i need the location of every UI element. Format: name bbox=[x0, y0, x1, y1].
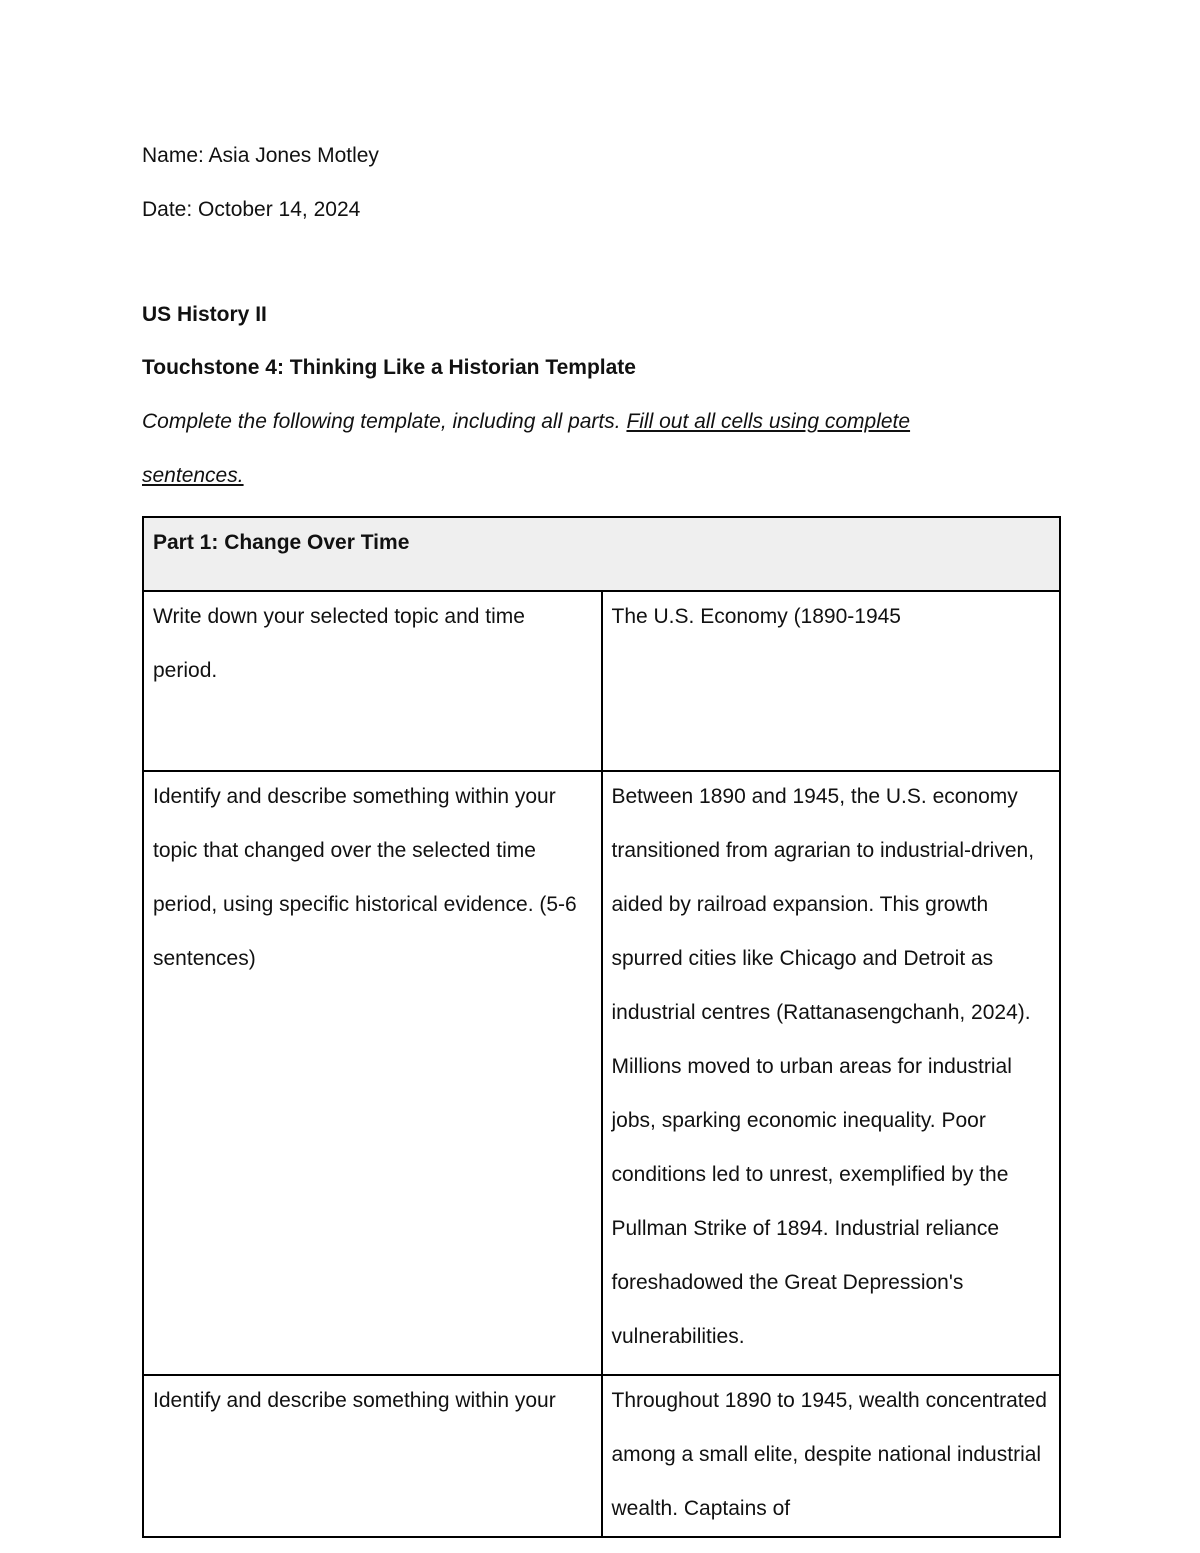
part-header-row bbox=[143, 517, 1060, 591]
date-line: Date: October 14, 2024 bbox=[142, 198, 361, 221]
response-cell[interactable] bbox=[602, 771, 1061, 1375]
instructions-emphasis-continued: sentences. bbox=[142, 464, 244, 487]
template-table bbox=[142, 516, 1061, 1538]
response-cell[interactable] bbox=[602, 591, 1061, 771]
table-row bbox=[143, 1375, 1060, 1537]
course-title: US History II bbox=[142, 303, 267, 326]
prompt-text: Identify and describe something within your bbox=[153, 1389, 556, 1412]
prompt-cell bbox=[143, 591, 602, 771]
student-name-line: Name: Asia Jones Motley bbox=[142, 144, 379, 167]
prompt-cell bbox=[143, 1375, 602, 1537]
table-row bbox=[143, 771, 1060, 1375]
part-title: Part 1: Change Over Time bbox=[143, 517, 1060, 591]
prompt-text: Identify and describe something within your topic that changed over the selected time period, using specific historical evidence. (5-6 sentences) bbox=[153, 785, 577, 970]
prompt-cell bbox=[143, 771, 602, 1375]
response-text: The U.S. Economy (1890-1945 bbox=[611, 605, 901, 628]
response-text: Between 1890 and 1945, the U.S. economy transitioned from agrarian to industrial-driven, aided by railroad expansion. This growth spurred cities like Chicago and Detroit as industrial centres (Rattanasengchanh, 2024). Millions moved to urban areas for industrial jobs, sparking economic inequality. Poor conditions led to unrest, exemplified by the Pullman Strike of 1894. Industrial reliance foreshadowed the Great Depression's vulnerabilities. bbox=[611, 785, 1035, 1348]
instructions-text: Complete the following template, including all parts. bbox=[142, 410, 627, 433]
prompt-text: Write down your selected topic and time period. bbox=[153, 605, 525, 682]
table-row bbox=[143, 591, 1060, 771]
assignment-title: Touchstone 4: Thinking Like a Historian Template bbox=[142, 356, 636, 379]
instructions bbox=[142, 409, 910, 435]
response-cell[interactable] bbox=[602, 1375, 1061, 1537]
instructions-emphasis: Fill out all cells using complete bbox=[626, 410, 911, 433]
response-text: Throughout 1890 to 1945, wealth concentrated among a small elite, despite national industrial wealth. Captains of bbox=[611, 1389, 1047, 1520]
